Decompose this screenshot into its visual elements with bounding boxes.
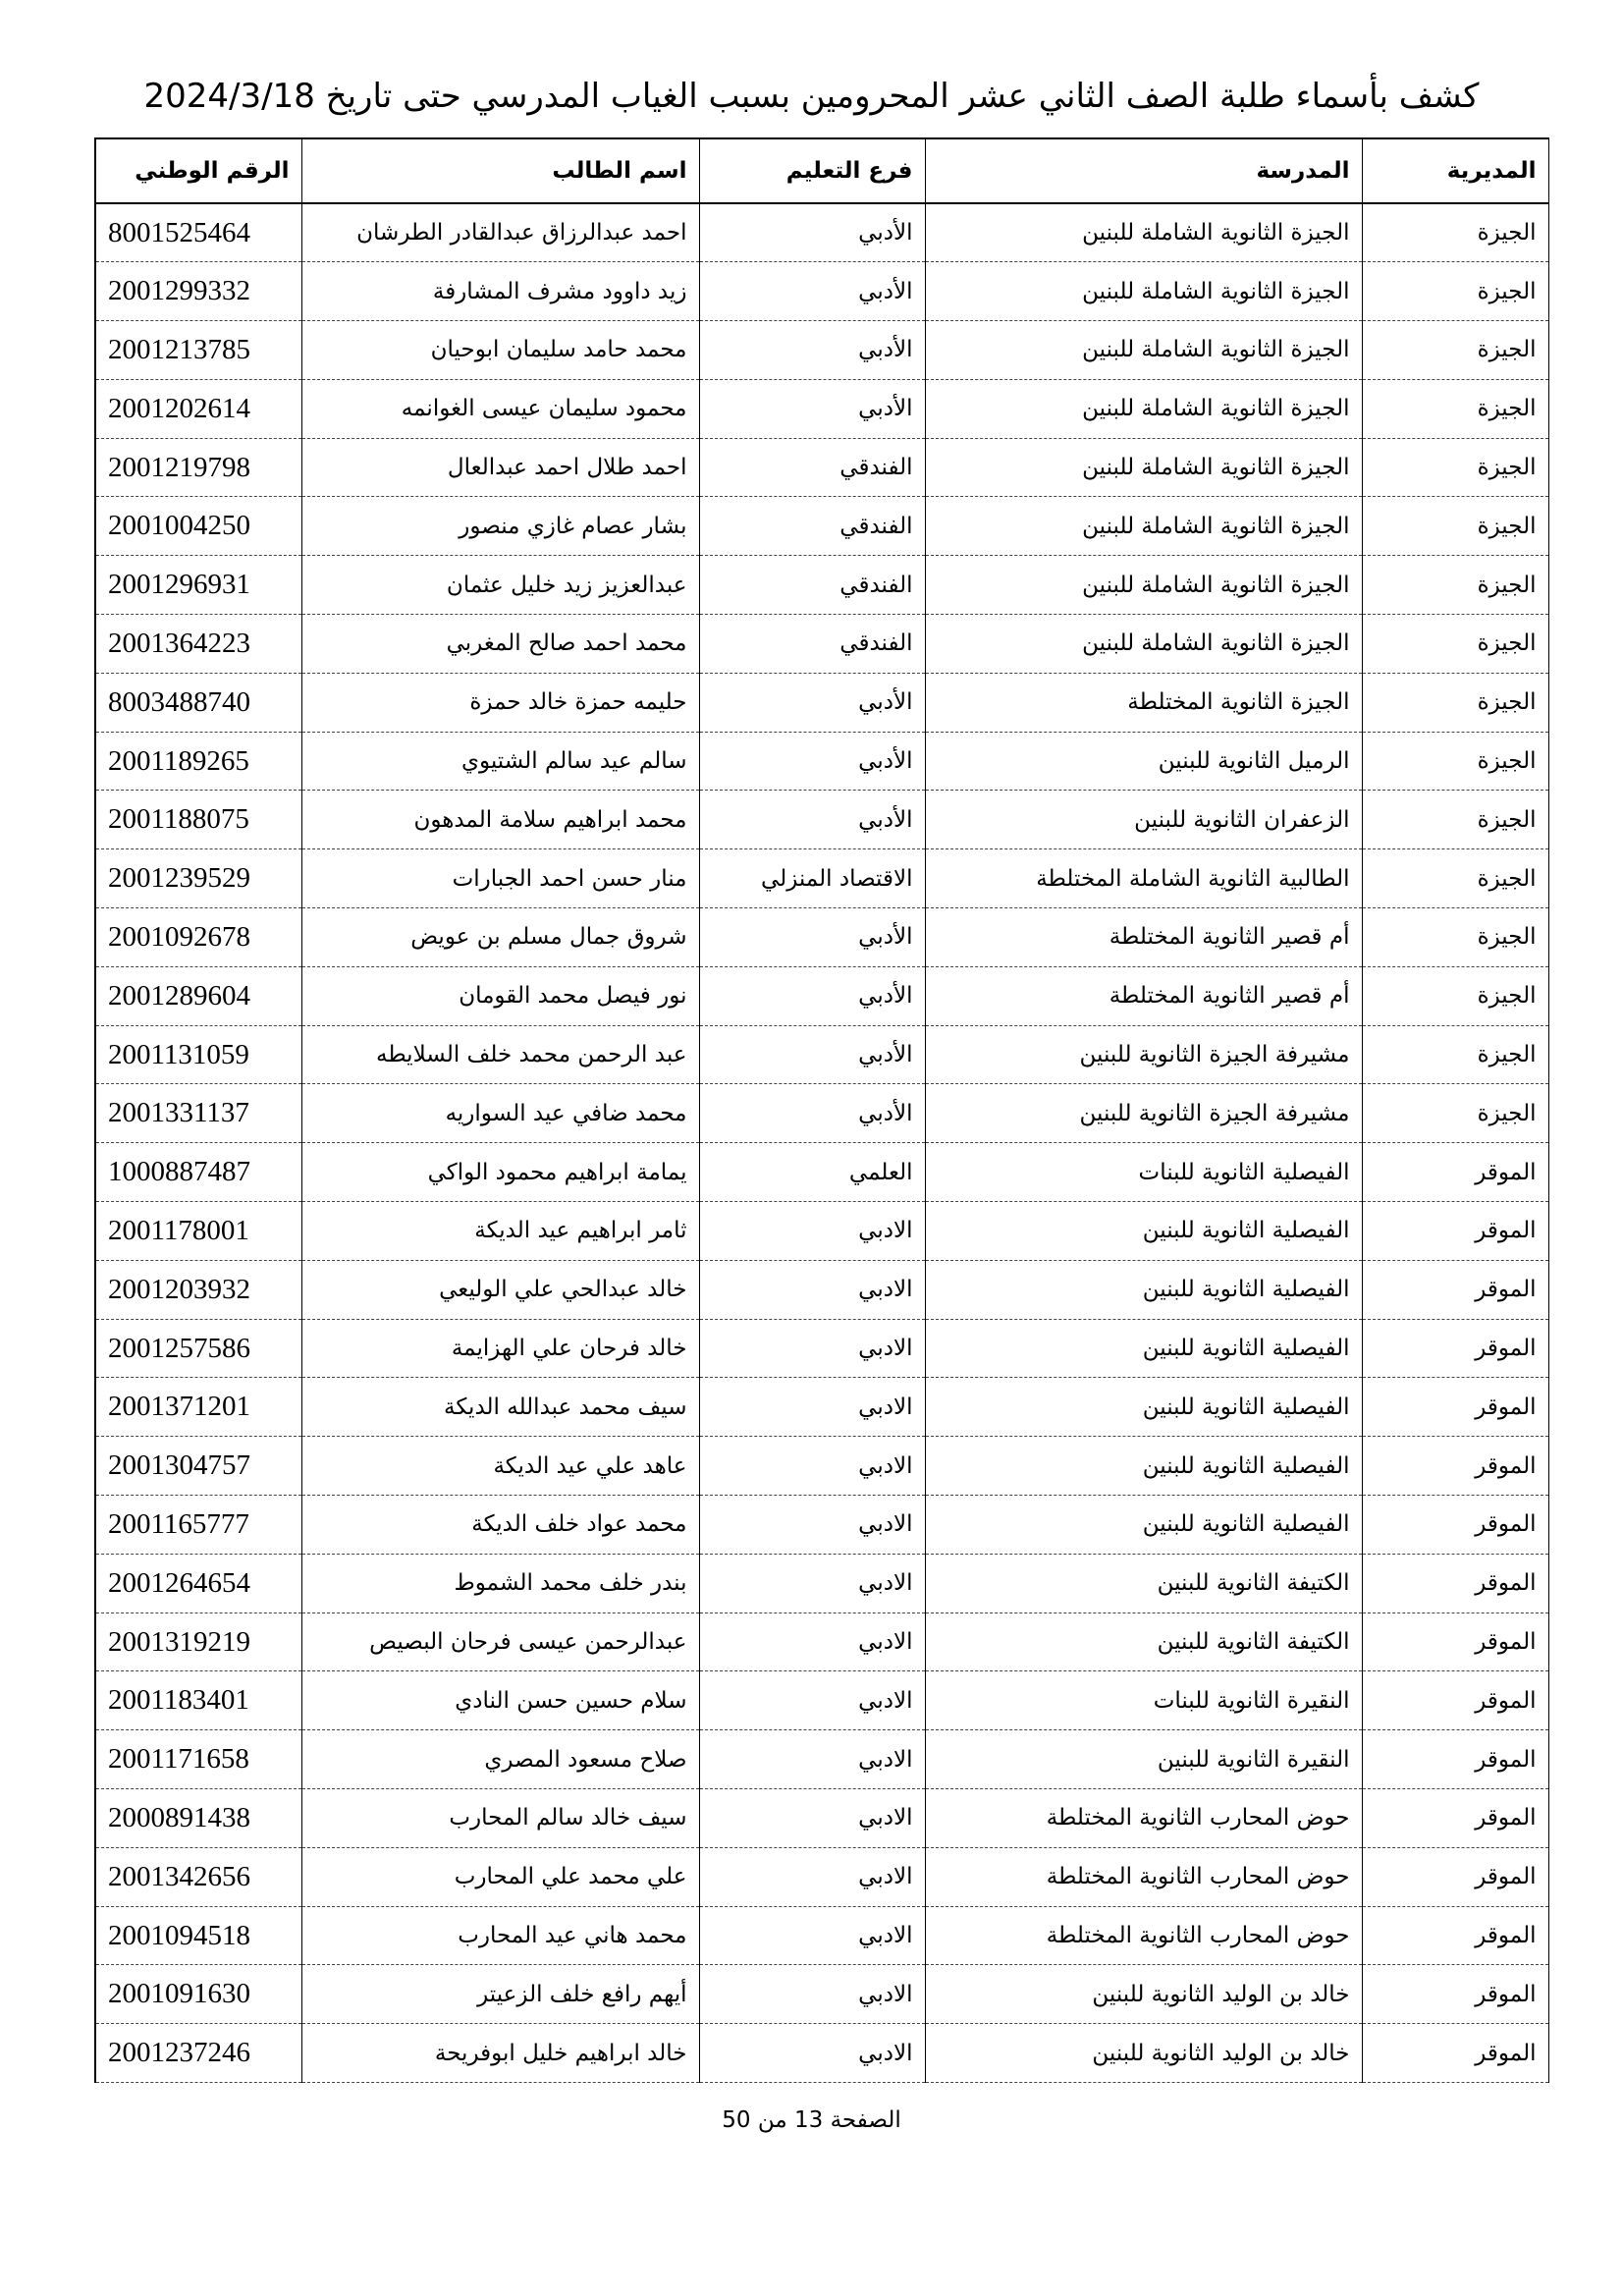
table-row — [95, 1906, 1548, 1965]
cell-directorate: الجيزة — [1362, 438, 1548, 497]
students-table — [94, 137, 1549, 2083]
cell-directorate: الموقر — [1362, 1437, 1548, 1496]
cell-school: الفيصلية الثانوية للبنين — [925, 1496, 1362, 1555]
cell-school: مشيرفة الجيزة الثانوية للبنين — [925, 1084, 1362, 1143]
cell-national-id: 2001004250 — [95, 497, 301, 556]
cell-school: الفيصلية الثانوية للبنين — [925, 1437, 1362, 1496]
cell-branch: الادبي — [699, 1496, 925, 1555]
cell-school: الجيزة الثانوية الشاملة للبنين — [925, 203, 1362, 262]
cell-school: الفيصلية الثانوية للبنات — [925, 1143, 1362, 1202]
cell-directorate: الموقر — [1362, 1143, 1548, 1202]
cell-national-id: 2001188075 — [95, 791, 301, 849]
table-row — [95, 1965, 1548, 2024]
cell-school: أم قصير الثانوية المختلطة — [925, 966, 1362, 1025]
table-row — [95, 1613, 1548, 1671]
table-row — [95, 1025, 1548, 1084]
header-national-id: الرقم الوطني — [95, 138, 301, 203]
table-row — [95, 615, 1548, 674]
cell-directorate: الجيزة — [1362, 732, 1548, 791]
cell-student-name: سيف خالد سالم المحارب — [301, 1789, 699, 1848]
cell-directorate: الجيزة — [1362, 1025, 1548, 1084]
cell-student-name: خالد ابراهيم خليل ابوفريحة — [301, 2024, 699, 2083]
cell-branch: الأدبي — [699, 732, 925, 791]
cell-national-id: 2001171658 — [95, 1730, 301, 1789]
cell-branch: الأدبي — [699, 262, 925, 321]
cell-directorate: الجيزة — [1362, 262, 1548, 321]
cell-directorate: الجيزة — [1362, 1084, 1548, 1143]
cell-school: الجيزة الثانوية الشاملة للبنين — [925, 438, 1362, 497]
cell-school: الجيزة الثانوية المختلطة — [925, 673, 1362, 732]
cell-branch: الادبي — [699, 1730, 925, 1789]
cell-student-name: عبدالعزيز زيد خليل عثمان — [301, 556, 699, 615]
cell-student-name: عبدالرحمن عيسى فرحان البصيص — [301, 1613, 699, 1671]
table-row — [95, 1202, 1548, 1261]
cell-directorate: الجيزة — [1362, 321, 1548, 380]
cell-student-name: محمود سليمان عيسى الغوانمه — [301, 379, 699, 438]
cell-school: الكتيفة الثانوية للبنين — [925, 1554, 1362, 1613]
cell-branch: الاقتصاد المنزلي — [699, 849, 925, 908]
cell-national-id: 2001178001 — [95, 1202, 301, 1261]
cell-branch: الادبي — [699, 1789, 925, 1848]
cell-national-id: 2001219798 — [95, 438, 301, 497]
cell-national-id: 2001213785 — [95, 321, 301, 380]
cell-directorate: الموقر — [1362, 1965, 1548, 2024]
cell-student-name: منار حسن احمد الجبارات — [301, 849, 699, 908]
cell-student-name: سالم عيد سالم الشتيوي — [301, 732, 699, 791]
cell-national-id: 2001203932 — [95, 1260, 301, 1319]
cell-branch: الفندقي — [699, 556, 925, 615]
cell-school: الرميل الثانوية للبنين — [925, 732, 1362, 791]
cell-student-name: يمامة ابراهيم محمود الواكي — [301, 1143, 699, 1202]
cell-school: الفيصلية الثانوية للبنين — [925, 1378, 1362, 1437]
cell-national-id: 2001237246 — [95, 2024, 301, 2083]
cell-student-name: حليمه حمزة خالد حمزة — [301, 673, 699, 732]
table-row — [95, 732, 1548, 791]
cell-branch: الأدبي — [699, 203, 925, 262]
header-branch: فرع التعليم — [699, 138, 925, 203]
cell-national-id: 2001289604 — [95, 966, 301, 1025]
cell-directorate: الجيزة — [1362, 615, 1548, 674]
cell-student-name: احمد عبدالرزاق عبدالقادر الطرشان — [301, 203, 699, 262]
cell-directorate: الموقر — [1362, 1260, 1548, 1319]
cell-national-id: 2001131059 — [95, 1025, 301, 1084]
cell-school: الفيصلية الثانوية للبنين — [925, 1319, 1362, 1378]
cell-directorate: الجيزة — [1362, 849, 1548, 908]
table-row — [95, 966, 1548, 1025]
cell-directorate: الجيزة — [1362, 966, 1548, 1025]
cell-branch: الادبي — [699, 1965, 925, 2024]
cell-branch: الادبي — [699, 1554, 925, 1613]
cell-national-id: 1000887487 — [95, 1143, 301, 1202]
cell-student-name: نور فيصل محمد القومان — [301, 966, 699, 1025]
cell-branch: الادبي — [699, 1260, 925, 1319]
cell-school: حوض المحارب الثانوية المختلطة — [925, 1906, 1362, 1965]
cell-school: خالد بن الوليد الثانوية للبنين — [925, 2024, 1362, 2083]
cell-national-id: 2001264654 — [95, 1554, 301, 1613]
cell-branch: الادبي — [699, 1847, 925, 1906]
cell-school: الجيزة الثانوية الشاملة للبنين — [925, 556, 1362, 615]
cell-branch: الأدبي — [699, 379, 925, 438]
cell-national-id: 8003488740 — [95, 673, 301, 732]
cell-branch: الأدبي — [699, 966, 925, 1025]
cell-branch: الادبي — [699, 1906, 925, 1965]
cell-branch: العلمي — [699, 1143, 925, 1202]
table-row — [95, 1496, 1548, 1555]
cell-directorate: الموقر — [1362, 1671, 1548, 1730]
cell-branch: الأدبي — [699, 321, 925, 380]
cell-branch: الادبي — [699, 1319, 925, 1378]
cell-branch: الادبي — [699, 1437, 925, 1496]
cell-student-name: شروق جمال مسلم بن عويض — [301, 908, 699, 967]
cell-student-name: بشار عصام غازي منصور — [301, 497, 699, 556]
cell-branch: الادبي — [699, 1378, 925, 1437]
cell-school: حوض المحارب الثانوية المختلطة — [925, 1789, 1362, 1848]
cell-national-id: 8001525464 — [95, 203, 301, 262]
cell-directorate: الموقر — [1362, 1319, 1548, 1378]
cell-directorate: الموقر — [1362, 1730, 1548, 1789]
table-row — [95, 497, 1548, 556]
cell-national-id: 2001165777 — [95, 1496, 301, 1555]
table-row — [95, 556, 1548, 615]
cell-school: الفيصلية الثانوية للبنين — [925, 1260, 1362, 1319]
cell-school: الطالبية الثانوية الشاملة المختلطة — [925, 849, 1362, 908]
cell-student-name: بندر خلف محمد الشموط — [301, 1554, 699, 1613]
table-row — [95, 1437, 1548, 1496]
table-header-row — [95, 138, 1548, 203]
cell-national-id: 2001319219 — [95, 1613, 301, 1671]
cell-school: الجيزة الثانوية الشاملة للبنين — [925, 262, 1362, 321]
cell-student-name: أيهم رافع خلف الزعيتر — [301, 1965, 699, 2024]
table-row — [95, 1671, 1548, 1730]
table-body — [95, 203, 1548, 2083]
table-row — [95, 2024, 1548, 2083]
cell-national-id: 2001092678 — [95, 908, 301, 967]
cell-branch: الفندقي — [699, 438, 925, 497]
cell-national-id: 2001239529 — [95, 849, 301, 908]
cell-school: النقيرة الثانوية للبنات — [925, 1671, 1362, 1730]
cell-branch: الادبي — [699, 1613, 925, 1671]
cell-national-id: 2001257586 — [95, 1319, 301, 1378]
cell-branch: الادبي — [699, 1671, 925, 1730]
cell-school: الفيصلية الثانوية للبنين — [925, 1202, 1362, 1261]
cell-directorate: الجيزة — [1362, 203, 1548, 262]
cell-branch: الفندقي — [699, 497, 925, 556]
cell-directorate: الجيزة — [1362, 673, 1548, 732]
cell-branch: الأدبي — [699, 673, 925, 732]
cell-school: الجيزة الثانوية الشاملة للبنين — [925, 321, 1362, 380]
cell-national-id: 2000891438 — [95, 1789, 301, 1848]
header-student-name: اسم الطالب — [301, 138, 699, 203]
table-row — [95, 1084, 1548, 1143]
table-row — [95, 1789, 1548, 1848]
cell-directorate: الموقر — [1362, 1378, 1548, 1437]
cell-national-id: 2001304757 — [95, 1437, 301, 1496]
cell-student-name: محمد احمد صالح المغربي — [301, 615, 699, 674]
cell-directorate: الموقر — [1362, 1847, 1548, 1906]
cell-branch: الفندقي — [699, 615, 925, 674]
table-row — [95, 1260, 1548, 1319]
table-row — [95, 379, 1548, 438]
cell-national-id: 2001371201 — [95, 1378, 301, 1437]
cell-school: الجيزة الثانوية الشاملة للبنين — [925, 379, 1362, 438]
cell-branch: الأدبي — [699, 908, 925, 967]
cell-national-id: 2001364223 — [95, 615, 301, 674]
table-row — [95, 321, 1548, 380]
cell-school: أم قصير الثانوية المختلطة — [925, 908, 1362, 967]
cell-directorate: الموقر — [1362, 1554, 1548, 1613]
cell-school: الجيزة الثانوية الشاملة للبنين — [925, 615, 1362, 674]
cell-student-name: عاهد علي عيد الديكة — [301, 1437, 699, 1496]
cell-student-name: زيد داوود مشرف المشارفة — [301, 262, 699, 321]
page-number: الصفحة 13 من 50 — [722, 2107, 901, 2133]
cell-branch: الأدبي — [699, 1084, 925, 1143]
table-row — [95, 1847, 1548, 1906]
cell-school: الزعفران الثانوية للبنين — [925, 791, 1362, 849]
cell-school: حوض المحارب الثانوية المختلطة — [925, 1847, 1362, 1906]
cell-branch: الادبي — [699, 2024, 925, 2083]
cell-national-id: 2001331137 — [95, 1084, 301, 1143]
cell-student-name: خالد فرحان علي الهزايمة — [301, 1319, 699, 1378]
cell-national-id: 2001189265 — [95, 732, 301, 791]
header-school: المدرسة — [925, 138, 1362, 203]
table-row — [95, 438, 1548, 497]
cell-student-name: محمد ضافي عيد السواريه — [301, 1084, 699, 1143]
cell-national-id: 2001296931 — [95, 556, 301, 615]
table-row — [95, 1378, 1548, 1437]
table-row — [95, 1730, 1548, 1789]
cell-directorate: الجيزة — [1362, 497, 1548, 556]
cell-directorate: الموقر — [1362, 1789, 1548, 1848]
cell-national-id: 2001202614 — [95, 379, 301, 438]
cell-student-name: علي محمد علي المحارب — [301, 1847, 699, 1906]
cell-directorate: الجيزة — [1362, 791, 1548, 849]
table-row — [95, 262, 1548, 321]
table-row — [95, 791, 1548, 849]
cell-directorate: الجيزة — [1362, 908, 1548, 967]
cell-branch: الأدبي — [699, 791, 925, 849]
page-title: كشف بأسماء طلبة الصف الثاني عشر المحرومين بسبب الغياب المدرسي حتى تاريخ 2024/3/18 — [143, 77, 1480, 116]
cell-student-name: محمد هاني عيد المحارب — [301, 1906, 699, 1965]
cell-student-name: ثامر ابراهيم عيد الديكة — [301, 1202, 699, 1261]
cell-student-name: محمد حامد سليمان ابوحيان — [301, 321, 699, 380]
cell-school: الجيزة الثانوية الشاملة للبنين — [925, 497, 1362, 556]
cell-school: الكتيفة الثانوية للبنين — [925, 1613, 1362, 1671]
header-directorate: المديرية — [1362, 138, 1548, 203]
cell-student-name: احمد طلال احمد عبدالعال — [301, 438, 699, 497]
cell-directorate: الجيزة — [1362, 556, 1548, 615]
cell-national-id: 2001094518 — [95, 1906, 301, 1965]
table-row — [95, 203, 1548, 262]
table-row — [95, 849, 1548, 908]
cell-student-name: سلام حسين حسن النادي — [301, 1671, 699, 1730]
table-row — [95, 908, 1548, 967]
cell-school: مشيرفة الجيزة الثانوية للبنين — [925, 1025, 1362, 1084]
cell-school: خالد بن الوليد الثانوية للبنين — [925, 1965, 1362, 2024]
cell-directorate: الموقر — [1362, 1202, 1548, 1261]
cell-national-id: 2001091630 — [95, 1965, 301, 2024]
cell-student-name: محمد عواد خلف الديكة — [301, 1496, 699, 1555]
cell-student-name: عبد الرحمن محمد خلف السلايطه — [301, 1025, 699, 1084]
cell-student-name: صلاح مسعود المصري — [301, 1730, 699, 1789]
cell-student-name: خالد عبدالحي علي الوليعي — [301, 1260, 699, 1319]
cell-national-id: 2001183401 — [95, 1671, 301, 1730]
cell-branch: الادبي — [699, 1202, 925, 1261]
table-row — [95, 1143, 1548, 1202]
students-table-container — [94, 137, 1547, 2083]
table-row — [95, 1554, 1548, 1613]
cell-directorate: الجيزة — [1362, 379, 1548, 438]
cell-directorate: الموقر — [1362, 1496, 1548, 1555]
cell-directorate: الموقر — [1362, 1906, 1548, 1965]
cell-school: النقيرة الثانوية للبنين — [925, 1730, 1362, 1789]
table-row — [95, 673, 1548, 732]
table-row — [95, 1319, 1548, 1378]
cell-directorate: الموقر — [1362, 2024, 1548, 2083]
cell-branch: الأدبي — [699, 1025, 925, 1084]
cell-directorate: الموقر — [1362, 1613, 1548, 1671]
cell-national-id: 2001299332 — [95, 262, 301, 321]
cell-student-name: محمد ابراهيم سلامة المدهون — [301, 791, 699, 849]
cell-national-id: 2001342656 — [95, 1847, 301, 1906]
cell-student-name: سيف محمد عبدالله الديكة — [301, 1378, 699, 1437]
